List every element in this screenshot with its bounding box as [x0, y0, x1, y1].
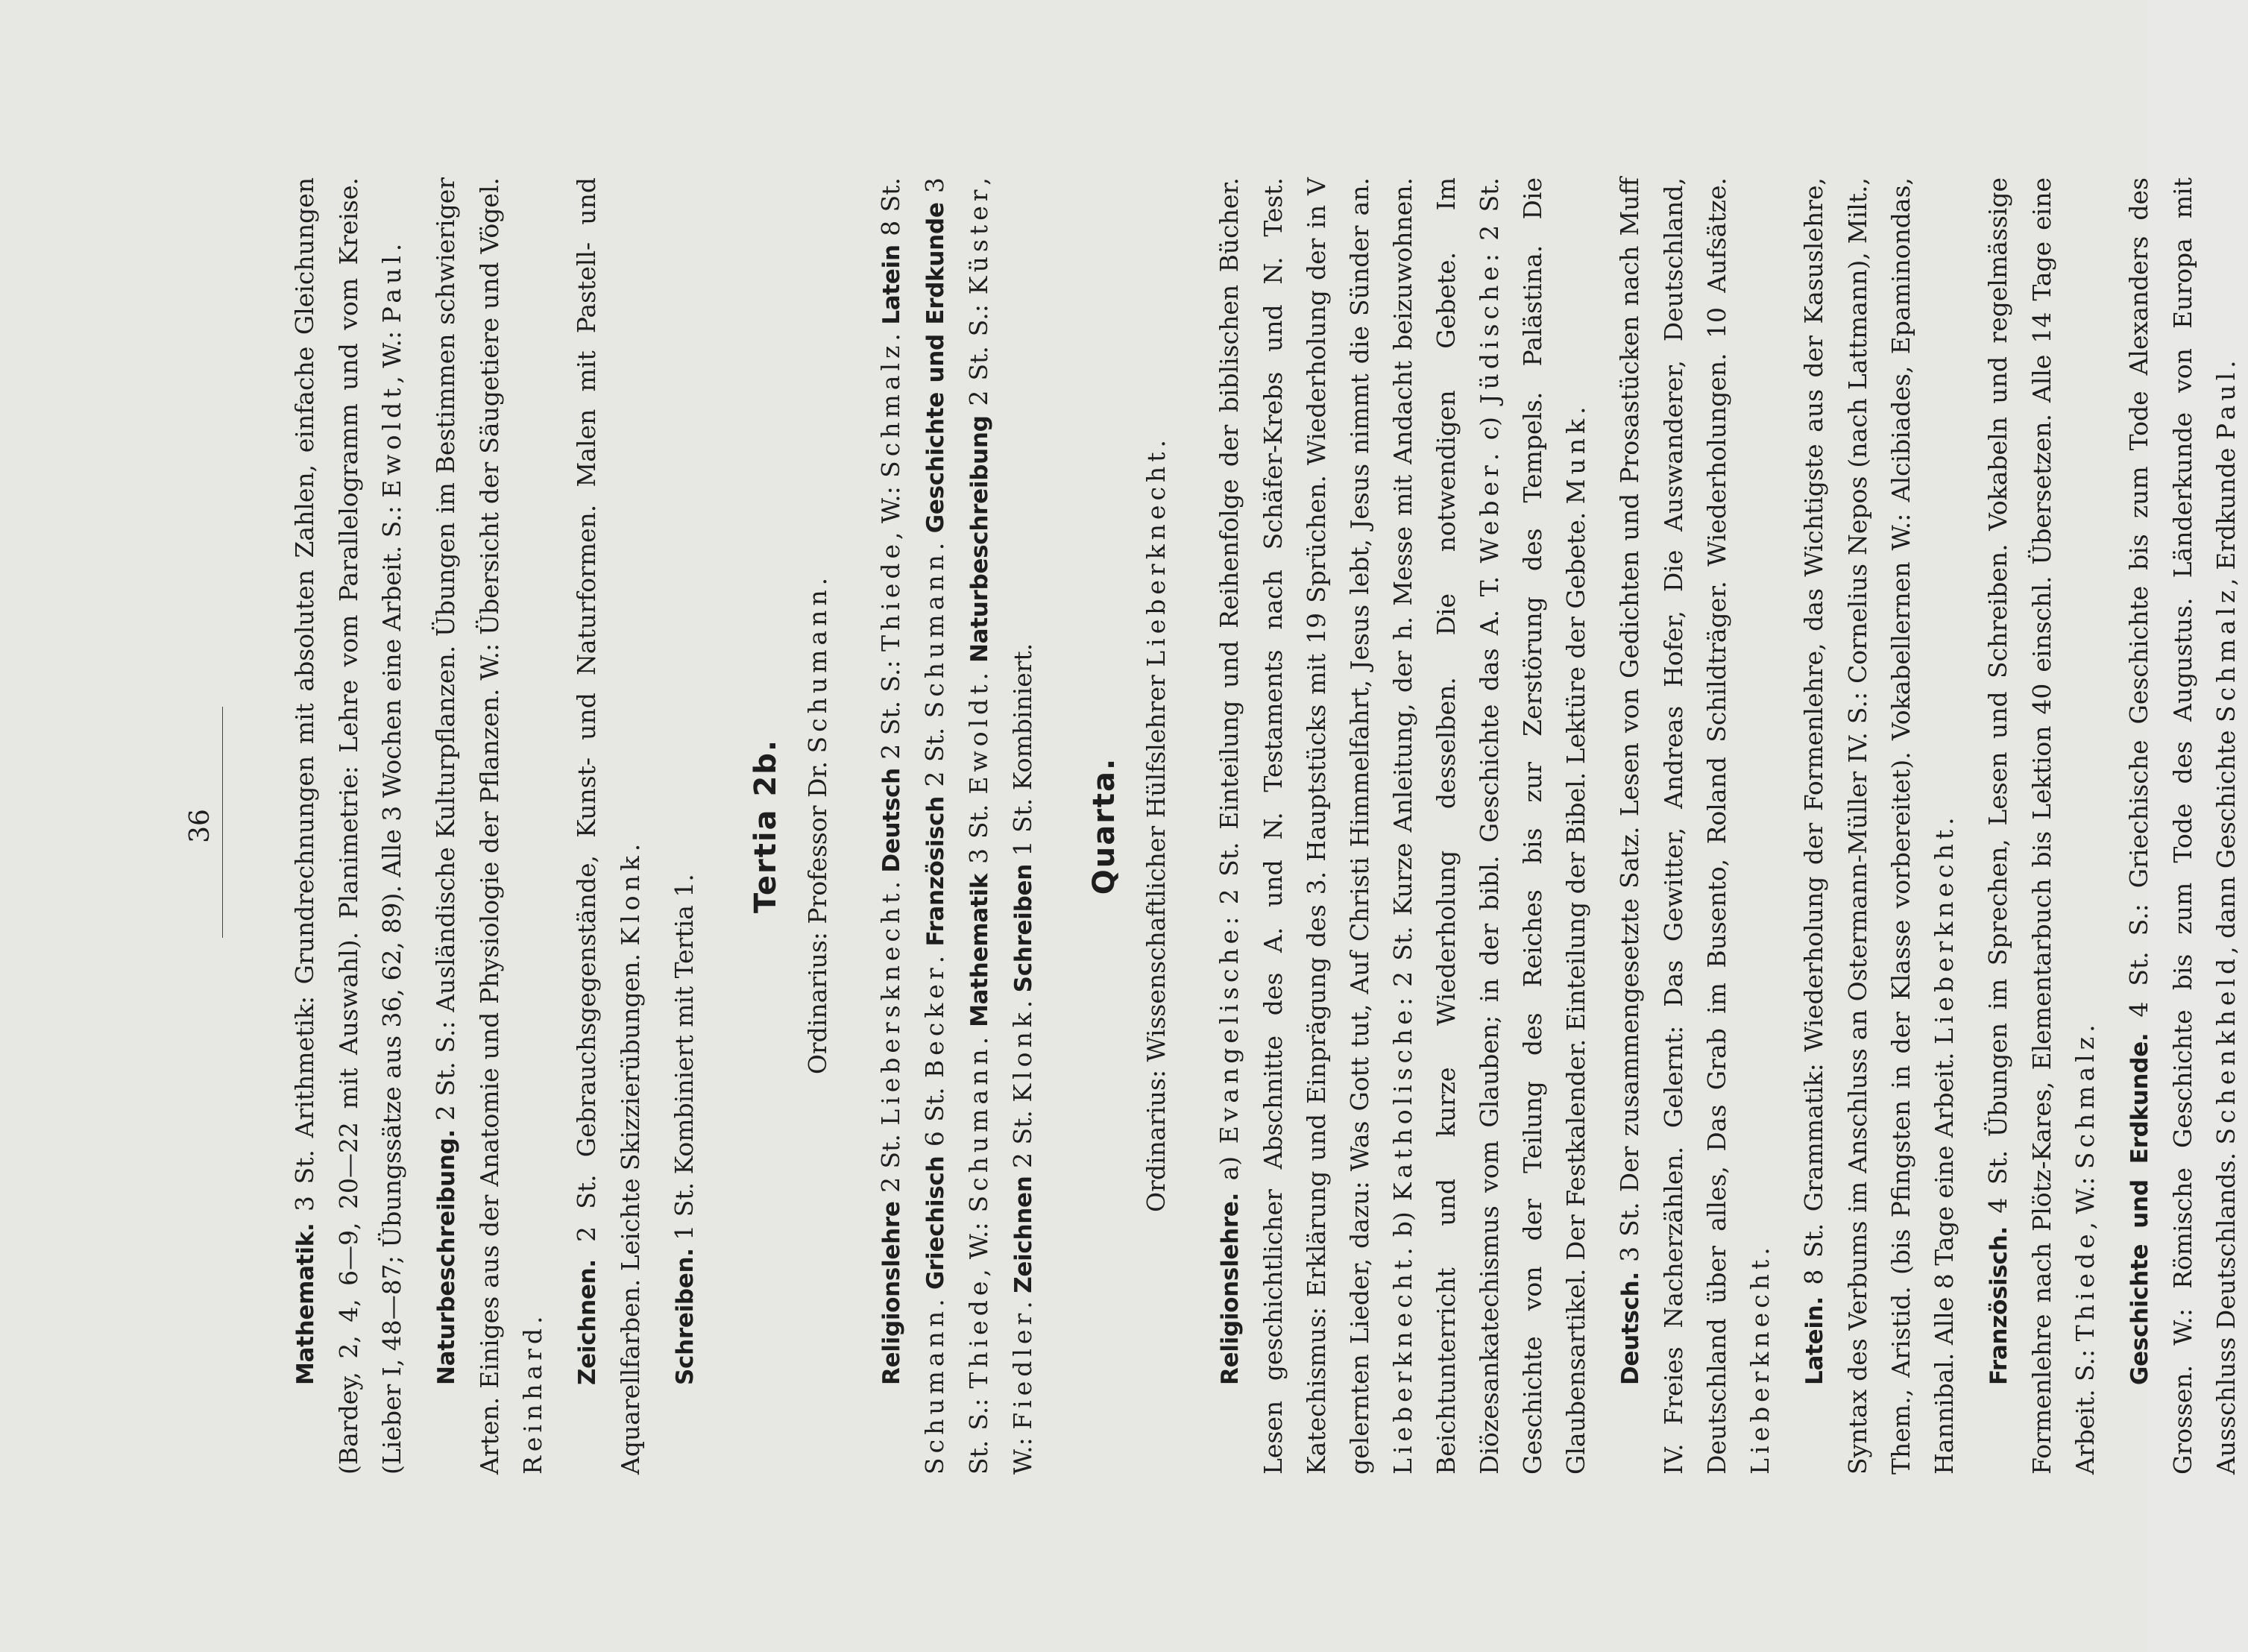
teacher-name: Munk	[1561, 414, 1590, 505]
teacher-name: Thiede	[2071, 1229, 2100, 1342]
teacher-name: Schenkheld	[2211, 953, 2241, 1145]
paragraph-schreiben: Schreiben. 1 St. Kombiniert mit Tertia 1.	[670, 874, 699, 1385]
denomination-label: Evangelische	[1215, 924, 1244, 1144]
teacher-name: Schmalz	[2071, 1032, 2100, 1170]
ordinarius-quarta: Ordinarius: Wissenschaftlicher Hülfslehrer Lieberknecht.	[1142, 440, 1171, 1212]
subject-label: Deutsch.	[1617, 1272, 1644, 1385]
subject-label: Latein	[878, 245, 905, 325]
page-content	[283, 177, 2248, 1475]
teacher-name: Lieberknecht	[1930, 825, 1959, 1045]
paragraph-quarta-franzoesisch: Französisch. 4 St. Übungen im Sprechen, Lesen und Schreiben. Vokabeln und regelmässige Formenlehre nach Plötz-Kares, Elementarbuch bis Lektion 40 einschl. Übersetzen. Alle 14 Tage eine Arbeit. S.: Thiede, W.: Schmalz.	[1983, 177, 2100, 1475]
teacher-name: Thiede	[876, 539, 905, 652]
teacher-name: Weber	[1475, 461, 1504, 564]
teacher-name: Thiede	[964, 1276, 993, 1389]
teacher-name: Ewoldt	[377, 383, 406, 498]
subject-label: Deutsch	[878, 768, 905, 873]
paragraph-naturbeschreibung: Naturbeschreibung. 2 St. S.: Ausländische Kulturpflanzen. Übungen im Bestimmen schwieriger Arten. Einiges aus der Anatomie und Physiologie der Pflanzen. W.: Übersicht der Säugetiere und Vögel. Reinhard.	[431, 177, 547, 1475]
teacher-name: Liebersknecht	[876, 889, 905, 1126]
subject-label: Zeichnen.	[574, 1259, 601, 1385]
teacher-name: Schmalz	[2211, 585, 2241, 722]
page-number: 36	[185, 809, 215, 843]
denomination-label: Jüdische	[1475, 262, 1504, 404]
subject-label: Mathematik	[966, 873, 993, 1027]
paragraph-mathematik: Mathematik. 3 St. Arithmetik: Grundrechnungen mit absoluten Zahlen, einfache Gleichungen (Bardey, 2, 4, 6—9, 20—22 mit Auswahl). Planimetrie: Lehre vom Parallelogramm und vom Kreise. (Lieber I, 48—87; Übungssätze aus 36, 62, 89). Alle 3 Wochen eine Arbeit. S.: Ewoldt, W.: Paul.	[290, 177, 406, 1475]
paragraph-quarta-geschichte: Geschichte und Erdkunde. 4 St. S.: Griechische Geschichte bis zum Tode Alexanders des Grossen. W.: Römische Geschichte bis zum Tode des Augustus. Länderkunde von Europa mit Ausschluss Deutschlands. Schenkheld, dann Geschichte Schmalz, Erdkunde Paul.	[2124, 177, 2241, 1475]
subject-label: Griechisch	[922, 1156, 949, 1290]
teacher-name: Schumann	[920, 550, 949, 719]
teacher-name: Lieberknecht	[1142, 447, 1171, 667]
subject-label: Naturbeschreibung.	[433, 1129, 460, 1385]
teacher-name: Paul	[2211, 368, 2241, 441]
subject-label: Französisch.	[1986, 1226, 2012, 1385]
subject-label: Schreiben	[1010, 864, 1037, 993]
section-heading-quarta: Quarta.	[1087, 757, 1121, 895]
subject-label: Mathematik.	[292, 1223, 319, 1385]
subject-label: Geschichte und Erdkunde	[922, 202, 949, 534]
rotated-page	[119, 66, 2241, 1586]
paragraph-quarta-deutsch: Deutsch. 3 St. Der zusammengesetzte Satz. Lesen von Gedichten und Prosastücken nach Muff IV. Freies Nacherzählen. Gelernt: Das Gewitter, Andreas Hofer, Die Auswanderer, Deutschland, Deutschland über alles, Das Grab im Busento, Roland Schildträger. Wiederholungen. 10 Aufsätze. Lieberknecht.	[1615, 177, 1775, 1475]
subject-label: Schreiben.	[672, 1248, 699, 1385]
teacher-name: Lieberknecht	[1745, 1255, 1775, 1475]
denomination-label: Katholische	[1388, 1006, 1417, 1202]
teacher-name: Klonk	[1008, 1008, 1037, 1103]
subject-label: Zeichnen	[1010, 1176, 1037, 1293]
teacher-name: Schumann	[964, 1044, 993, 1213]
teacher-name: Ewoldt	[964, 680, 993, 795]
section-heading-tertia: Tertia 2b.	[749, 738, 783, 914]
teacher-name: Becker	[920, 963, 949, 1078]
paragraph-quarta-religion: Religionslehre. a) Evangelische: 2 St. Einteilung und Reihenfolge der biblischen Bücher. Lesen geschichtlicher Abschnitte des A. und N. Testaments nach Schäfer-Krebs und N. Test. Katechismus: Erklärung und Einprägung des 3. Hauptstücks mit 19 Sprüchen. Wiederholung der in V gelernten Lieder, dazu: Was Gott tut, Auf Christi Himmelfahrt, Jesus lebt, Jesus nimmt die Sünder an. Lieberknecht. b) Katholische: 2 St. Kurze Anleitung, der h. Messe mit Andacht beizuwohnen. Beichtunterricht und kurze Wiederholung desselben. Die notwendigen Gebete. Im Diözesankatechismus vom Glauben; in der bibl. Geschichte das A. T. Weber. c) Jüdische: 2 St. Geschichte von der Teilung des Reiches bis zur Zerstörung des Tempels. Palästina. Die Glaubensartikel. Der Festkalender. Einteilung der Bibel. Lektüre der Gebete. Munk.	[1215, 177, 1590, 1475]
teacher-name: Paul	[377, 251, 406, 324]
teacher-name: Klonk	[616, 851, 645, 946]
subject-label: Religionslehre	[878, 1201, 905, 1385]
teacher-name: Küster	[964, 185, 993, 295]
ordinarius-tertia: Ordinarius: Professor Dr. Schumann.	[803, 577, 832, 1075]
subject-label: Naturbeschreibung	[966, 415, 993, 663]
teacher-name: Schmalz	[876, 341, 905, 478]
subject-label: Französisch	[922, 795, 949, 947]
teacher-name: Schumann	[920, 1306, 949, 1475]
paragraph-zeichnen: Zeichnen. 2 St. Gebrauchsgegenstände, Kunst- und Naturformen. Malen mit Pastell- und Aquarellfarben. Leichte Skizzierübungen. Klonk.	[572, 177, 645, 1475]
teacher-name: Lieberknecht	[1388, 1255, 1417, 1475]
teacher-name: Reinhard	[518, 1323, 547, 1475]
teacher-name: Schumann	[803, 585, 832, 754]
page-number-rule	[222, 707, 223, 938]
subject-label: Religionslehre.	[1217, 1192, 1244, 1385]
subject-label: Latein.	[1801, 1296, 1828, 1385]
paragraph-tertia-subjects: Religionslehre 2 St. Liebersknecht. Deutsch 2 St. S.: Thiede, W.: Schmalz. Latein 8 St. Schumann. Griechisch 6 St. Becker. Französisch 2 St. Schumann. Geschichte und Erdkunde 3 St. S.: Thiede, W.: Schumann. Mathematik 3 St. Ewoldt. Naturbeschreibung 2 St. S.: Küster, W.: Fiedler. Zeichnen 2 St. Klonk. Schreiben 1 St. Kombiniert.	[876, 177, 1037, 1475]
paragraph-quarta-latein: Latein. 8 St. Grammatik: Wiederholung der Formenlehre, das Wichtigste aus der Kasuslehre, Syntax des Verbums im Anschluss an Ostermann-Müller IV. S.: Cornelius Nepos (nach Lattmann), Milt., Them., Aristid. (bis Pfingsten in der Klasse vorbereitet). Vokabellernen W.: Alcibiades, Epaminondas, Hannibal. Alle 8 Tage eine Arbeit. Lieberknecht.	[1799, 177, 1959, 1475]
teacher-name: Fiedler	[1008, 1308, 1037, 1430]
subject-label: Geschichte und Erdkunde.	[2126, 1032, 2153, 1385]
